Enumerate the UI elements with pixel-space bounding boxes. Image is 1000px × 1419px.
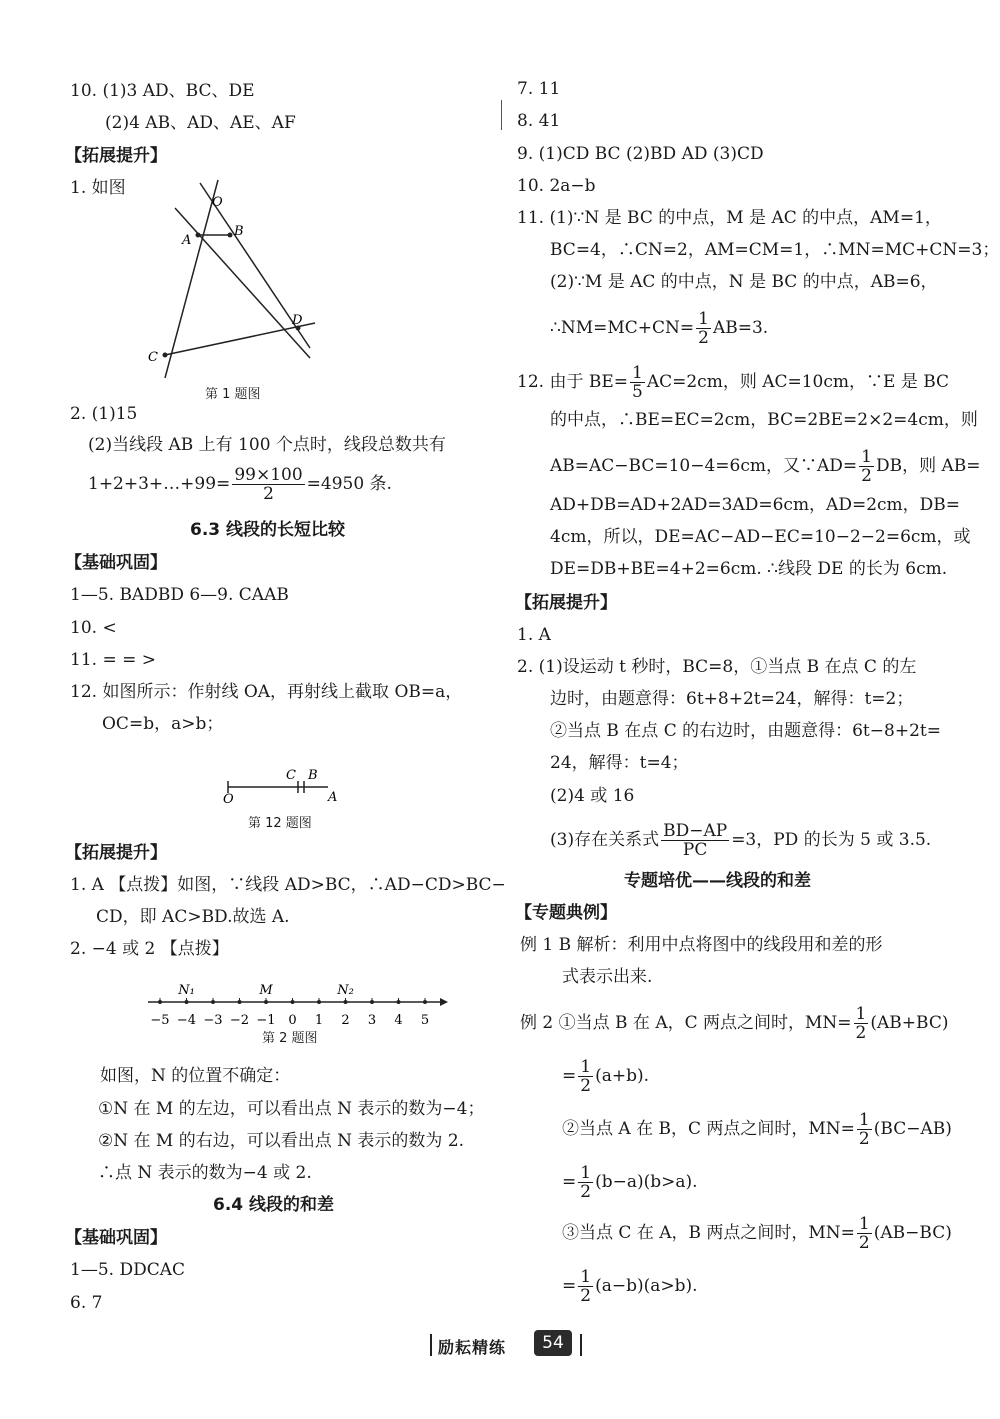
answer-line: 2. (1)设运动 t 秒时，BC=8，①当点 B 在点 C 的左: [517, 657, 917, 677]
figure-1: [140, 178, 330, 378]
answer-line: 1. 如图: [70, 178, 126, 198]
axis-arrow: [440, 998, 448, 1006]
answer-line: 1—5. BADBD 6—9. CAAB: [70, 585, 289, 605]
answer-line: 的中点，∴BE=EC=2cm，BC=2BE=2×2=4cm，则: [550, 410, 978, 430]
answer-line: 6. 7: [70, 1293, 103, 1313]
number-line-figure: [140, 980, 450, 1030]
answer-line: 10. <: [70, 618, 117, 638]
figure-caption: 第 12 题图: [248, 816, 312, 831]
answer-line: 4cm，所以，DE=AC−AD−EC=10−2−2=6cm，或: [550, 527, 971, 547]
answer-line: (2)∵M 是 AC 的中点，N 是 BC 的中点，AB=6，: [550, 272, 938, 292]
answer-line: (2)当线段 AB 上有 100 个点时，线段总数共有: [88, 435, 446, 455]
answer-line: ∴点 N 表示的数为−4 或 2.: [98, 1163, 312, 1183]
label-o: O: [223, 792, 234, 805]
example-line-fraction: ②当点 A 在 B，C 两点之间时，MN= $\frac{1}{2}$ (BC−AB): [562, 1110, 952, 1149]
tick-point: [370, 1000, 374, 1004]
figure-caption: 第 1 题图: [205, 387, 261, 402]
answer-line: DE=DB+BE=4+2=6cm. ∴线段 DE 的长为 6cm.: [550, 559, 948, 579]
section-heading: 【基础巩固】: [65, 553, 167, 573]
example-line: 式表示出来.: [562, 967, 653, 987]
answer-line: 9. (1)CD BC (2)BD AD (3)CD: [517, 144, 764, 164]
answer-line-fraction: 12. 由于 BE= $\frac{1}{5}$ AC=2cm，则 AC=10cm，∵E 是 BC: [517, 363, 950, 402]
example-line-fraction: = $\frac{1}{2}$ (b−a)(b>a).: [562, 1163, 698, 1202]
answer-line: 2. −4 或 2 【点拨】: [70, 939, 229, 959]
tick-point: [158, 1000, 162, 1004]
tick-label: −2: [229, 1013, 250, 1028]
section-title: 6.4 线段的和差: [213, 1195, 335, 1215]
section-heading: 【基础巩固】: [65, 1228, 167, 1248]
tick-label: −1: [256, 1013, 276, 1028]
answer-line: 1. A: [517, 625, 551, 645]
figure-12: [218, 765, 348, 805]
tick-point: [397, 1000, 401, 1004]
answer-line: 8. 41: [517, 111, 561, 131]
answer-line: 10. (1)3 AD、BC、DE: [70, 81, 255, 101]
answer-line: (2)4 AB、AD、AE、AF: [105, 113, 296, 133]
tick-label: 5: [420, 1013, 430, 1028]
label-o: O: [212, 195, 223, 210]
answer-line: BC=4，∴CN=2，AM=CM=1，∴MN=MC+CN=3；: [550, 240, 1000, 260]
example-line-fraction: 例 2 ①当点 B 在 A，C 两点之间时，MN= $\frac{1}{2}$ (AB+BC): [520, 1004, 949, 1043]
tick-label: 3: [367, 1013, 377, 1028]
figure-caption: 第 2 题图: [262, 1031, 318, 1046]
answer-line: ①N 在 M 的左边，可以看出点 N 表示的数为−4；: [98, 1099, 485, 1119]
tick-point: [264, 1000, 268, 1004]
answer-line: 2. (1)15: [70, 404, 138, 424]
label-a: A: [328, 790, 338, 805]
footer-bar-right: [580, 1334, 582, 1356]
tick-point: [238, 1000, 242, 1004]
tick-label: −4: [176, 1013, 197, 1028]
answer-line: ②N 在 M 的右边，可以看出点 N 表示的数为 2.: [98, 1131, 465, 1151]
example-line: 例 1 B 解析：利用中点将图中的线段用和差的形: [520, 935, 883, 955]
answer-line: 10. 2a−b: [517, 176, 596, 196]
answer-line: ②当点 B 在点 C 的右边时，由题意得：6t−8+2t=: [550, 721, 941, 741]
example-line-fraction: ③当点 C 在 A，B 两点之间时，MN= $\frac{1}{2}$ (AB−BC): [562, 1214, 952, 1253]
point-label: M: [259, 983, 273, 998]
page-number: 54: [534, 1330, 572, 1356]
tick-label: 4: [394, 1013, 403, 1028]
answer-line-fraction: 1+2+3+…+99= $\frac{99\times 100}{2}$ =4950 条.: [88, 465, 392, 504]
tick-point: [291, 1000, 295, 1004]
answer-line: 12. 如图所示：作射线 OA，再射线上截取 OB=a，: [70, 682, 463, 702]
answer-line: 7. 11: [517, 79, 561, 99]
label-c: C: [148, 350, 158, 365]
answer-line: (2)4 或 16: [550, 786, 635, 806]
answer-line: 24，解得：t=4；: [550, 753, 689, 773]
answer-line: 1—5. DDCAC: [70, 1260, 185, 1280]
footer-bar-left: [430, 1334, 432, 1356]
section-title: 专题培优——线段的和差: [624, 871, 811, 891]
answer-line-fraction: ∴NM=MC+CN= $\frac{1}{2}$ AB=3.: [550, 309, 769, 348]
tick-point: [344, 1000, 348, 1004]
answer-line: AD+DB=AD+2AD=3AD=6cm，AD=2cm，DB=: [550, 495, 961, 515]
point-label: N₂: [337, 983, 354, 998]
section-heading: 【拓展提升】: [515, 593, 617, 613]
answer-line: 11. (1)∵N 是 BC 的中点，M 是 AC 的中点，AM=1，: [517, 208, 942, 228]
tick-point: [317, 1000, 321, 1004]
answer-line: 1. A 【点拨】如图，∵线段 AD>BC，∴AD−CD>BC−: [70, 875, 506, 895]
tick-label: 2: [341, 1013, 350, 1028]
answer-line: 11. = = >: [70, 650, 156, 670]
column-divider: [501, 100, 502, 130]
example-line-fraction: = $\frac{1}{2}$ (a+b).: [562, 1057, 650, 1096]
tick-label: −5: [150, 1013, 170, 1028]
label-a: A: [182, 233, 192, 248]
answer-line-fraction: (3)存在关系式 $\frac{BD-AP}{PC}$ =3，PD 的长为 5 或 3.5.: [550, 821, 932, 860]
label-d: D: [292, 313, 303, 328]
tick-point: [211, 1000, 215, 1004]
answer-line: 如图，N 的位置不确定：: [100, 1066, 291, 1086]
footer-brand: 励耘精练: [438, 1338, 507, 1357]
section-title: 6.3 线段的长短比较: [190, 520, 346, 540]
answer-line: 边时，由题意得：6t+8+2t=24，解得：t=2；: [550, 689, 914, 709]
answer-line-fraction: AB=AC−BC=10−4=6cm，又∵AD= $\frac{1}{2}$ DB，则 AB=: [550, 447, 981, 486]
answer-line: OC=b，a>b；: [102, 714, 224, 734]
section-heading: 【专题典例】: [515, 903, 617, 923]
tick-point: [185, 1000, 189, 1004]
point-label: N₁: [178, 983, 195, 998]
section-heading: 【拓展提升】: [65, 146, 167, 166]
tick-point: [423, 1000, 427, 1004]
tick-label: −3: [203, 1013, 223, 1028]
label-b: B: [308, 768, 318, 783]
answer-line: CD，即 AC>BD.故选 A.: [96, 907, 290, 927]
section-heading: 【拓展提升】: [65, 843, 167, 863]
label-c: C: [286, 768, 296, 783]
page-footer: [430, 1330, 585, 1360]
label-b: B: [234, 224, 244, 239]
tick-label: 0: [288, 1013, 297, 1028]
tick-label: 1: [314, 1013, 324, 1028]
example-line-fraction: = $\frac{1}{2}$ (a−b)(a>b).: [562, 1267, 698, 1306]
